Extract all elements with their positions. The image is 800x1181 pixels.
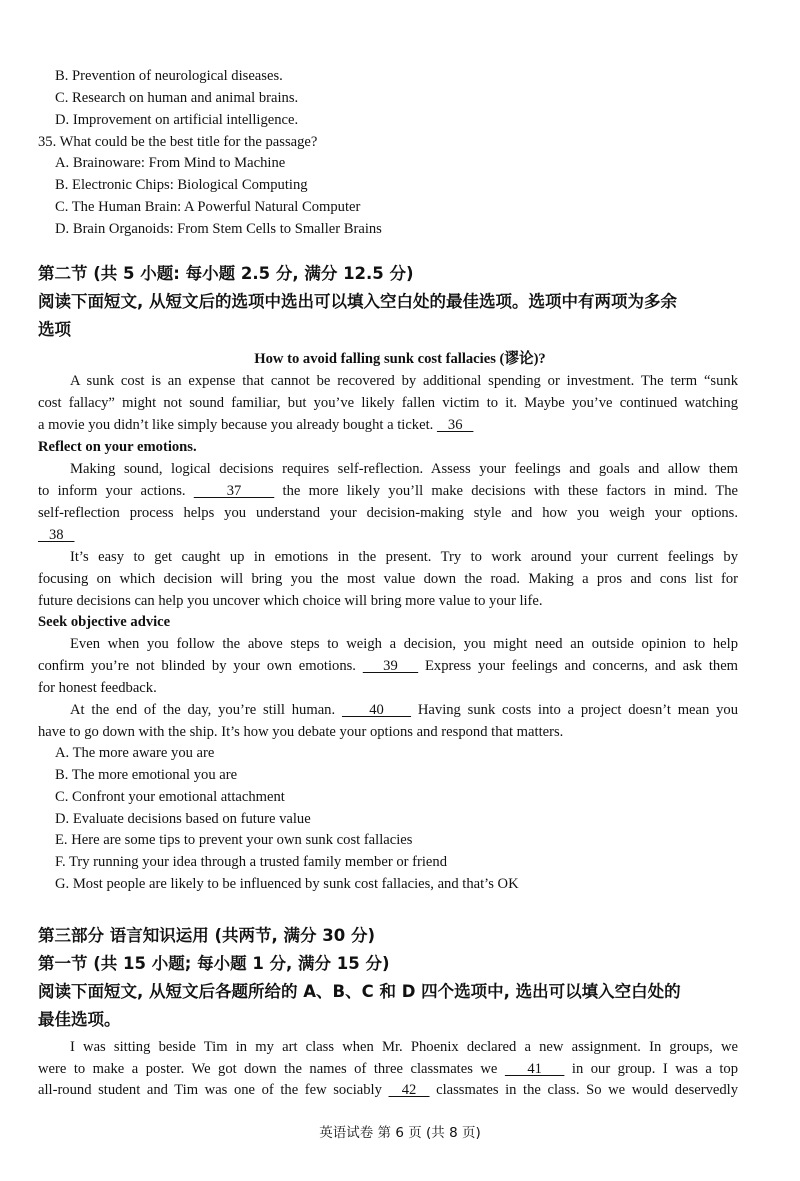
p5-line1-a: At the end of the day, you’re still human. xyxy=(70,702,336,718)
part3-instruction-1: 阅读下面短文, 从短文后各题所给的 A、B、C 和 D 四个选项中, 选出可以填入空白处的 xyxy=(38,982,681,1001)
section2-option-e: E. Here are some tips to prevent your own sunk cost fallacies xyxy=(55,832,413,848)
cloze-line3-a: all-round student and Tim was one of the few sociably xyxy=(38,1082,382,1098)
cloze-line2-b: in our group. I was a top xyxy=(571,1061,739,1077)
section2-option-b: B. The more emotional you are xyxy=(55,767,238,783)
section2-option-d: D. Evaluate decisions based on future value xyxy=(55,811,311,827)
q35-option-b: B. Electronic Chips: Biological Computing xyxy=(55,177,308,193)
section2-instruction-2: 选项 xyxy=(38,320,71,339)
p2-line1: Making sound, logical decisions requires self-reflection. Assess your feelings and goals and allow them xyxy=(70,461,738,477)
p2-line2-b: the more likely you’ll make decisions with these factors in mind. The xyxy=(282,483,739,499)
part3-heading: 第三部分 语言知识运用 (共两节, 满分 30 分) xyxy=(38,926,376,945)
p4-line1: Even when you follow the above steps to weigh a decision, you might need an outside opinion to help xyxy=(70,636,738,652)
q34-option-d: D. Improvement on artificial intelligence. xyxy=(55,112,299,128)
cloze-line3-b: classmates in the class. So we would deservedly xyxy=(436,1082,739,1098)
p5-line2: have to go down with the ship. It’s how you debate your options and respond that matters. xyxy=(38,724,564,740)
p3-line1: It’s easy to get caught up in emotions in the present. Try to work around your current feelings by xyxy=(70,549,738,565)
q35-option-d: D. Brain Organoids: From Stem Cells to Smaller Brains xyxy=(55,221,382,237)
section2-option-f: F. Try running your idea through a trusted family member or friend xyxy=(55,854,447,870)
cloze-line3 xyxy=(38,1080,738,1100)
p5-line1-b: Having sunk costs into a project doesn’t mean you xyxy=(417,702,739,718)
p2-line2 xyxy=(38,481,738,501)
blank-37: 37 xyxy=(193,483,275,499)
q35-option-c: C. The Human Brain: A Powerful Natural Computer xyxy=(55,199,361,215)
cloze-line2 xyxy=(38,1059,738,1079)
cloze-line1: I was sitting beside Tim in my art class when Mr. Phoenix declared a new assignment. In groups, we xyxy=(70,1039,738,1055)
p2-line4 xyxy=(38,525,74,545)
section2-instruction-1: 阅读下面短文, 从短文后的选项中选出可以填入空白处的最佳选项。选项中有两项为多余 xyxy=(38,292,678,311)
section2-heading: 第二节 (共 5 小题: 每小题 2.5 分, 满分 12.5 分) xyxy=(38,264,414,283)
blank-40: 40 xyxy=(341,702,412,718)
p1-line1: A sunk cost is an expense that cannot be recovered by additional spending or investment. The term “sunk xyxy=(70,373,738,389)
section2-option-a: A. The more aware you are xyxy=(55,745,215,761)
blank-42: 42 xyxy=(388,1082,430,1098)
page-footer: 英语试卷 第 6 页 (共 8 页) xyxy=(319,1125,481,1141)
blank-38: 38 xyxy=(38,527,75,543)
p3-line3: future decisions can help you uncover which choice will bring more value to your life. xyxy=(38,593,543,609)
p4-line3: for honest feedback. xyxy=(38,680,157,696)
q34-option-c: C. Research on human and animal brains. xyxy=(55,90,299,106)
passage-title: How to avoid falling sunk cost fallacies (谬论)? xyxy=(254,351,546,367)
blank-36: 36 xyxy=(436,417,474,433)
section2-option-g: G. Most people are likely to be influenced by sunk cost fallacies, and that’s OK xyxy=(55,876,519,892)
p4-line2 xyxy=(38,656,738,676)
p2-line3: self-reflection process helps you understand your decision-making style and how you weigh your options. xyxy=(38,505,738,521)
p1-line3-text: a movie you didn’t like simply because you already bought a ticket. xyxy=(38,417,434,433)
cloze-line2-a: were to make a poster. We got down the names of three classmates we xyxy=(38,1061,498,1077)
subheading-seek: Seek objective advice xyxy=(38,614,171,630)
p4-line2-a: confirm you’re not blinded by your own emotions. xyxy=(38,658,356,674)
blank-41: 41 xyxy=(504,1061,565,1077)
p3-line2: focusing on which decision will bring you the most value down the road. Making a pros and cons list for xyxy=(38,571,738,587)
part3-section1-heading: 第一节 (共 15 小题; 每小题 1 分, 满分 15 分) xyxy=(38,954,390,973)
p1-line2: cost fallacy” might not sound familiar, but you’ve likely fallen victim to it. Maybe you’ve continued watching xyxy=(38,395,738,411)
p5-line1 xyxy=(70,700,738,720)
p2-line2-a: to inform your actions. xyxy=(38,483,186,499)
blank-39: 39 xyxy=(362,658,419,674)
q34-option-b: B. Prevention of neurological diseases. xyxy=(55,68,283,84)
p1-line3 xyxy=(38,415,473,435)
q35-question: 35. What could be the best title for the passage? xyxy=(38,134,318,150)
q35-option-a: A. Brainoware: From Mind to Machine xyxy=(55,155,286,171)
subheading-reflect: Reflect on your emotions. xyxy=(38,439,197,455)
p4-line2-b: Express your feelings and concerns, and ask them xyxy=(424,658,739,674)
part3-instruction-2: 最佳选项。 xyxy=(38,1010,121,1029)
section2-option-c: C. Confront your emotional attachment xyxy=(55,789,285,805)
